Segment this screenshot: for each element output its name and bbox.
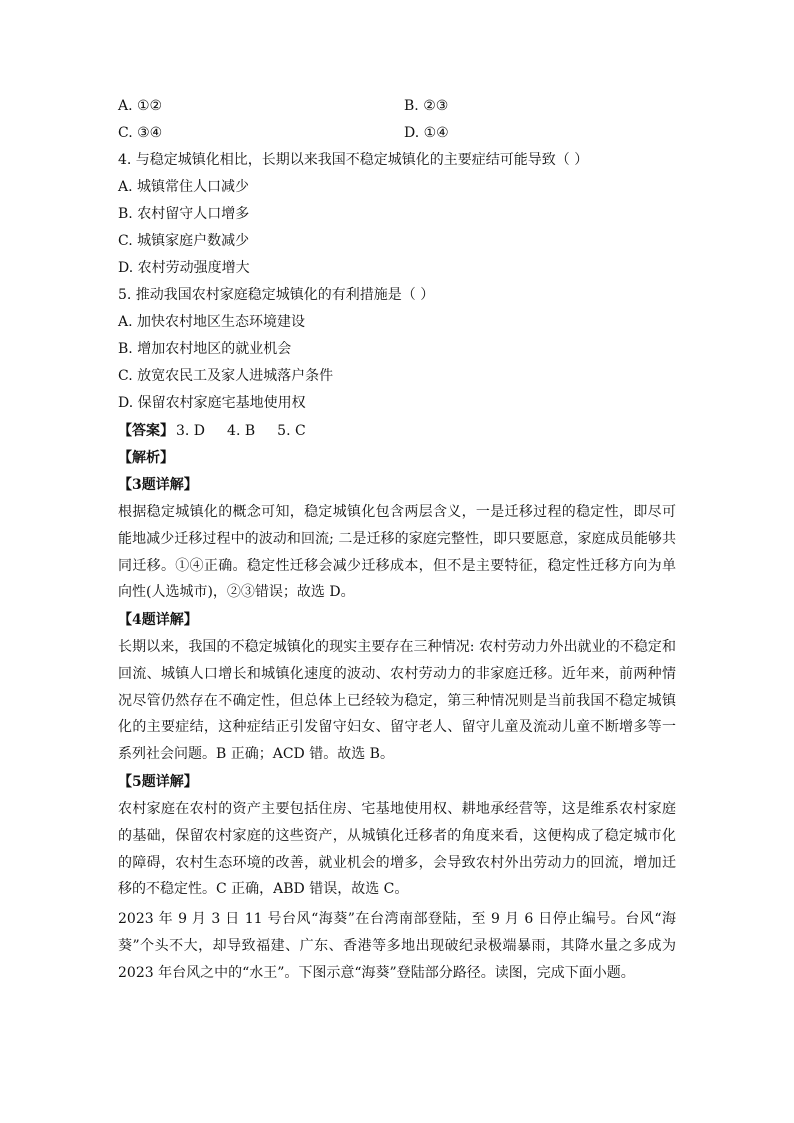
- detail-4-text: 长期以来，我国的不稳定城镇化的现实主要存在三种情况: 农村劳动力外出就业的不稳定和回流、城镇人口增长和城镇化速度的波动、农村劳动力的非家庭迁移。近年来，前两种情况尽管仍然存在不确定性，但总体上已经较为稳定，第三种情况则是当前我国不稳定城镇化的主要症结，这种症结正引发留守妇女、留守老人、留守儿童及流动儿童不断增多等一系列社会问题。B 正确；ACD 错。故选 B。: [118, 639, 676, 763]
- detail-5-text: 农村家庭在农村的资产主要包括住房、宅基地使用权、耕地承经营等，这是维系农村家庭的基础，保留农村家庭的这些资产，从城镇化迁移者的角度来看，这便构成了稳定城市化的障碍，农村生态环境的改善，就业机会的增多，会导致农村外出劳动力的回流，增加迁移的不稳定性。C 正确，ABD 错误，故选 C。: [118, 801, 676, 898]
- q4-option-b: B. 农村留守人口增多: [118, 206, 250, 222]
- answer-3: 3. D: [176, 423, 206, 439]
- q5-option-c: C. 放宽农民工及家人进城落户条件: [118, 368, 334, 384]
- q5-option-b: B. 增加农村地区的就业机会: [118, 341, 292, 357]
- detail-3-label: 【3题详解】: [118, 477, 198, 493]
- q3-option-a: A. ①②: [118, 98, 163, 114]
- detail-4-label: 【4题详解】: [118, 612, 198, 628]
- answer-5: 5. C: [277, 423, 306, 439]
- answer-line: [118, 422, 328, 440]
- q5-stem: 5. 推动我国农村家庭稳定城镇化的有利措施是（ ）: [118, 287, 435, 303]
- typhoon-intro-text: 2023 年 9 月 3 日 11 号台风“海葵”在台湾南部登陆，至 9 月 6 日停止编号。台风“海葵”个头不大，却导致福建、广东、香港等多地出现破纪录极端暴雨，其降水量之多成为 2023 年台风之中的“水王”。下图示意“海葵”登陆部分路径。读图，完成下面小题。: [118, 911, 676, 981]
- q3-option-c: C. ③④: [118, 125, 163, 141]
- answer-4: 4. B: [227, 423, 256, 439]
- detail-5-label: 【5题详解】: [118, 774, 198, 790]
- q4-option-c: C. 城镇家庭户数减少: [118, 233, 250, 249]
- answer-label: 【答案】: [118, 423, 174, 439]
- q3-option-d: D. ①④: [404, 125, 449, 141]
- q4-stem: 4. 与稳定城镇化相比，长期以来我国不稳定城镇化的主要症结可能导致（ ）: [118, 152, 589, 168]
- analysis-label: 【解析】: [118, 450, 174, 466]
- q3-option-b: B. ②③: [404, 98, 449, 114]
- q5-option-d: D. 保留农村家庭宅基地使用权: [118, 395, 306, 411]
- q4-option-a: A. 城镇常住人口减少: [118, 179, 250, 195]
- detail-3-text: 根据稳定城镇化的概念可知，稳定城镇化包含两层含义，一是迁移过程的稳定性，即尽可能地减少迁移过程中的波动和回流; 二是迁移的家庭完整性，即只要愿意，家庭成员能够共同迁移。①④正确。稳定性迁移会减少迁移成本，但不是主要特征，稳定性迁移方向为单向性(人选城市)，②③错误；故选 D。: [118, 504, 676, 601]
- q5-option-a: A. 加快农村地区生态环境建设: [118, 314, 306, 330]
- q4-option-d: D. 农村劳动强度增大: [118, 260, 250, 276]
